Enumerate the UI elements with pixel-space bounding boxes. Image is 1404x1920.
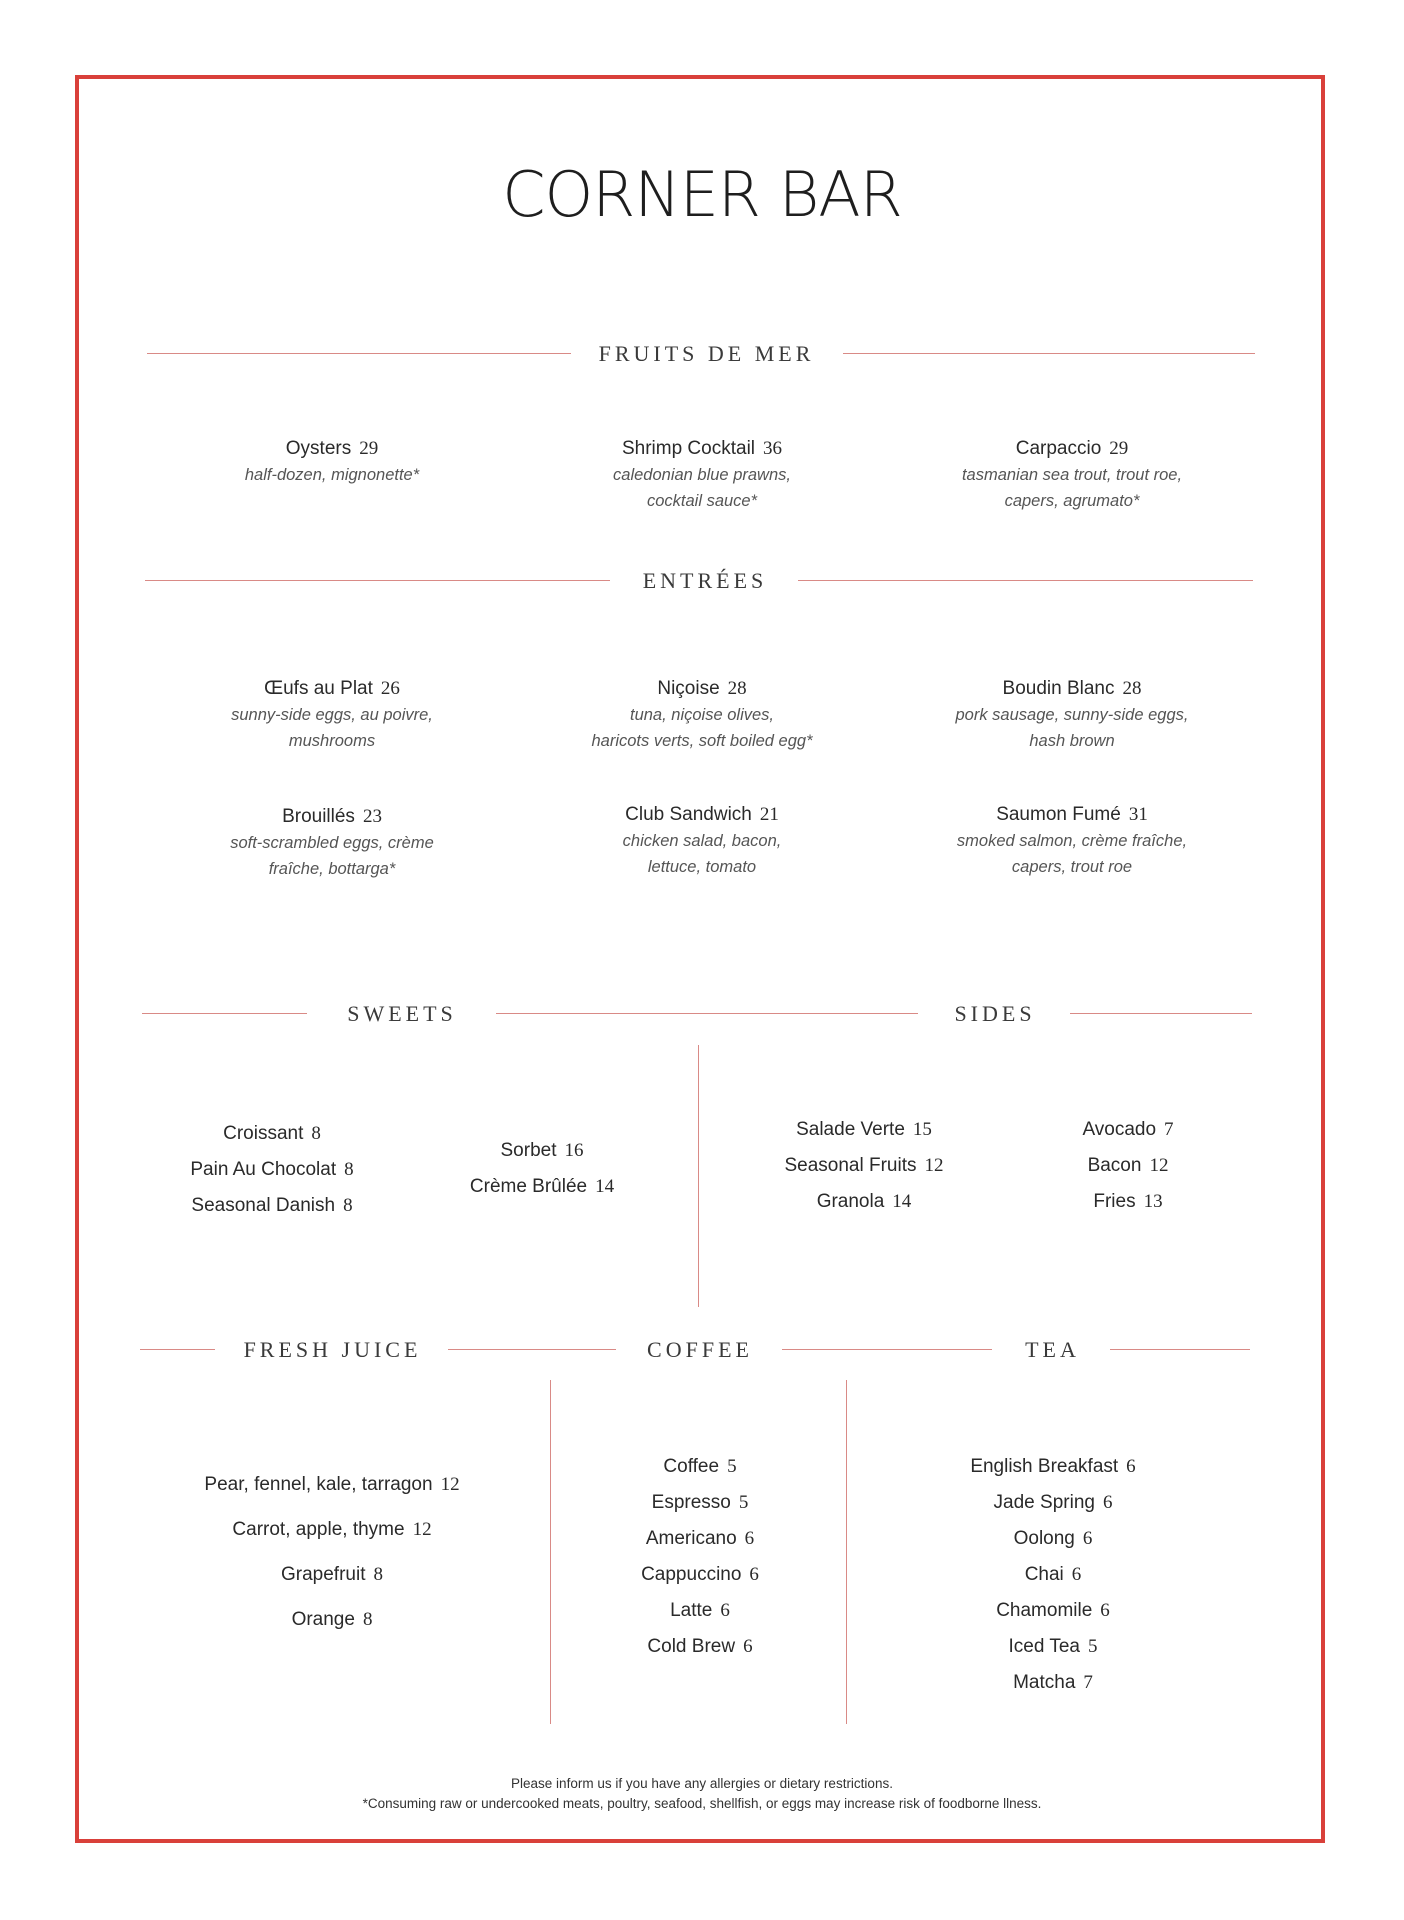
divider-rule [140, 1349, 215, 1350]
list-item: Fries 13 [1093, 1191, 1163, 1212]
menu-item [922, 804, 1222, 880]
menu-list [162, 1463, 502, 1643]
menu-list [744, 1112, 984, 1220]
item-name: Club Sandwich [625, 804, 752, 825]
item-name: Shrimp Cocktail [621, 438, 756, 459]
item-name: Saumon Fumé [996, 804, 1121, 825]
divider-rule [1070, 1013, 1252, 1014]
item-price: 28 [727, 678, 747, 699]
item-price: 29 [1109, 438, 1129, 459]
item-price: 21 [759, 804, 779, 825]
item-price: 26 [380, 678, 400, 699]
item-description: chicken salad, bacon, [622, 832, 782, 850]
column-divider [550, 1380, 551, 1724]
list-item: Avocado 7 [1082, 1119, 1174, 1140]
menu-item [922, 438, 1222, 514]
item-name: Brouillés [282, 806, 355, 827]
item-name: Boudin Blanc [1002, 678, 1115, 699]
item-description: mushrooms [288, 732, 376, 750]
restaurant-title: CORNER BAR [502, 158, 902, 231]
list-item: Grapefruit 8 [281, 1564, 383, 1585]
section-title-tea: TEA [1025, 1337, 1080, 1362]
item-price: 36 [763, 438, 783, 459]
item-description: fraîche, bottarga* [268, 860, 396, 878]
item-description: pork sausage, sunny-side eggs, [955, 706, 1189, 724]
section-title-sweets: SWEETS [347, 1001, 457, 1026]
divider-rule [1110, 1349, 1250, 1350]
list-item: Sorbet 16 [500, 1140, 584, 1161]
menu-item [182, 806, 482, 882]
menu-list [152, 1116, 392, 1224]
list-item: Chai 6 [1024, 1564, 1082, 1585]
list-item: Granola 14 [816, 1191, 912, 1212]
list-item: Cold Brew 6 [647, 1636, 753, 1657]
menu-item [552, 804, 852, 880]
section-title-fruits: FRUITS DE MER [598, 341, 815, 366]
list-item: Espresso 5 [651, 1492, 749, 1513]
section-title-sides: SIDES [954, 1001, 1036, 1026]
menu-list [1028, 1112, 1228, 1220]
item-description: smoked salmon, crème fraîche, [956, 832, 1188, 850]
list-item: Pain Au Chocolat 8 [190, 1159, 354, 1180]
list-item: Pear, fennel, kale, tarragon 12 [204, 1474, 460, 1495]
item-price: 31 [1128, 804, 1148, 825]
divider-rule [145, 580, 610, 581]
menu-list [590, 1449, 810, 1665]
list-item: Cappuccino 6 [641, 1564, 759, 1585]
list-item: Latte 6 [670, 1600, 730, 1621]
list-item: Americano 6 [645, 1528, 755, 1549]
menu-list [432, 1133, 652, 1205]
list-item: Croissant 8 [223, 1123, 321, 1144]
item-name: Œufs au Plat [264, 678, 373, 699]
item-price: 28 [1122, 678, 1142, 699]
item-name: Carpaccio [1015, 438, 1102, 459]
divider-rule [142, 1013, 307, 1014]
divider-rule [147, 353, 571, 354]
list-item: Seasonal Fruits 12 [784, 1155, 944, 1176]
item-description: capers, agrumato* [1004, 492, 1140, 510]
item-description: sunny-side eggs, au poivre, [231, 706, 433, 724]
item-description: lettuce, tomato [647, 858, 757, 876]
divider-rule [448, 1349, 616, 1350]
item-description: cocktail sauce* [646, 492, 758, 510]
list-item: English Breakfast 6 [970, 1456, 1136, 1477]
consumption-warning: *Consuming raw or undercooked meats, poultry, seafood, shellfish, or eggs may increase risk of foodborne llness. [362, 1796, 1042, 1811]
item-description: haricots verts, soft boiled egg* [591, 732, 813, 750]
list-item: Orange 8 [291, 1609, 373, 1630]
menu-item [922, 678, 1222, 754]
list-item: Oolong 6 [1013, 1528, 1093, 1549]
section-title-coffee: COFFEE [647, 1337, 753, 1362]
list-item: Matcha 7 [1013, 1672, 1093, 1693]
menu-item [552, 438, 852, 514]
divider-rule [843, 353, 1255, 354]
item-name: Oysters [285, 438, 352, 459]
list-item: Crème Brûlée 14 [469, 1176, 615, 1197]
item-description: tuna, niçoise olives, [630, 706, 774, 724]
divider-rule [496, 1013, 918, 1014]
column-divider [698, 1045, 699, 1307]
list-item: Chamomile 6 [996, 1600, 1110, 1621]
item-description: soft-scrambled eggs, crème [230, 834, 434, 852]
item-description: caledonian blue prawns, [613, 466, 791, 484]
item-description: capers, trout roe [1011, 858, 1133, 876]
item-description: hash brown [1029, 732, 1115, 750]
list-item: Seasonal Danish 8 [191, 1195, 353, 1216]
item-description: tasmanian sea trout, trout roe, [961, 466, 1183, 484]
column-divider [846, 1380, 847, 1724]
list-item: Bacon 12 [1087, 1155, 1169, 1176]
menu-item [182, 438, 482, 488]
divider-rule [798, 580, 1253, 581]
item-price: 23 [362, 806, 382, 827]
menu-item [182, 678, 482, 754]
item-price: 29 [359, 438, 379, 459]
list-item: Jade Spring 6 [993, 1492, 1113, 1513]
section-title-juice: FRESH JUICE [243, 1337, 422, 1362]
list-item: Iced Tea 5 [1008, 1636, 1098, 1657]
allergy-notice: Please inform us if you have any allergies or dietary restrictions. [511, 1776, 893, 1791]
menu-list [928, 1449, 1178, 1701]
section-title-entrees: ENTRÉES [642, 568, 768, 593]
item-description: half-dozen, mignonette* [244, 466, 420, 484]
list-item: Coffee 5 [663, 1456, 737, 1477]
menu-item [552, 678, 852, 754]
item-name: Niçoise [657, 678, 720, 699]
list-item: Salade Verte 15 [796, 1119, 932, 1140]
divider-rule [782, 1349, 992, 1350]
list-item: Carrot, apple, thyme 12 [232, 1519, 432, 1540]
